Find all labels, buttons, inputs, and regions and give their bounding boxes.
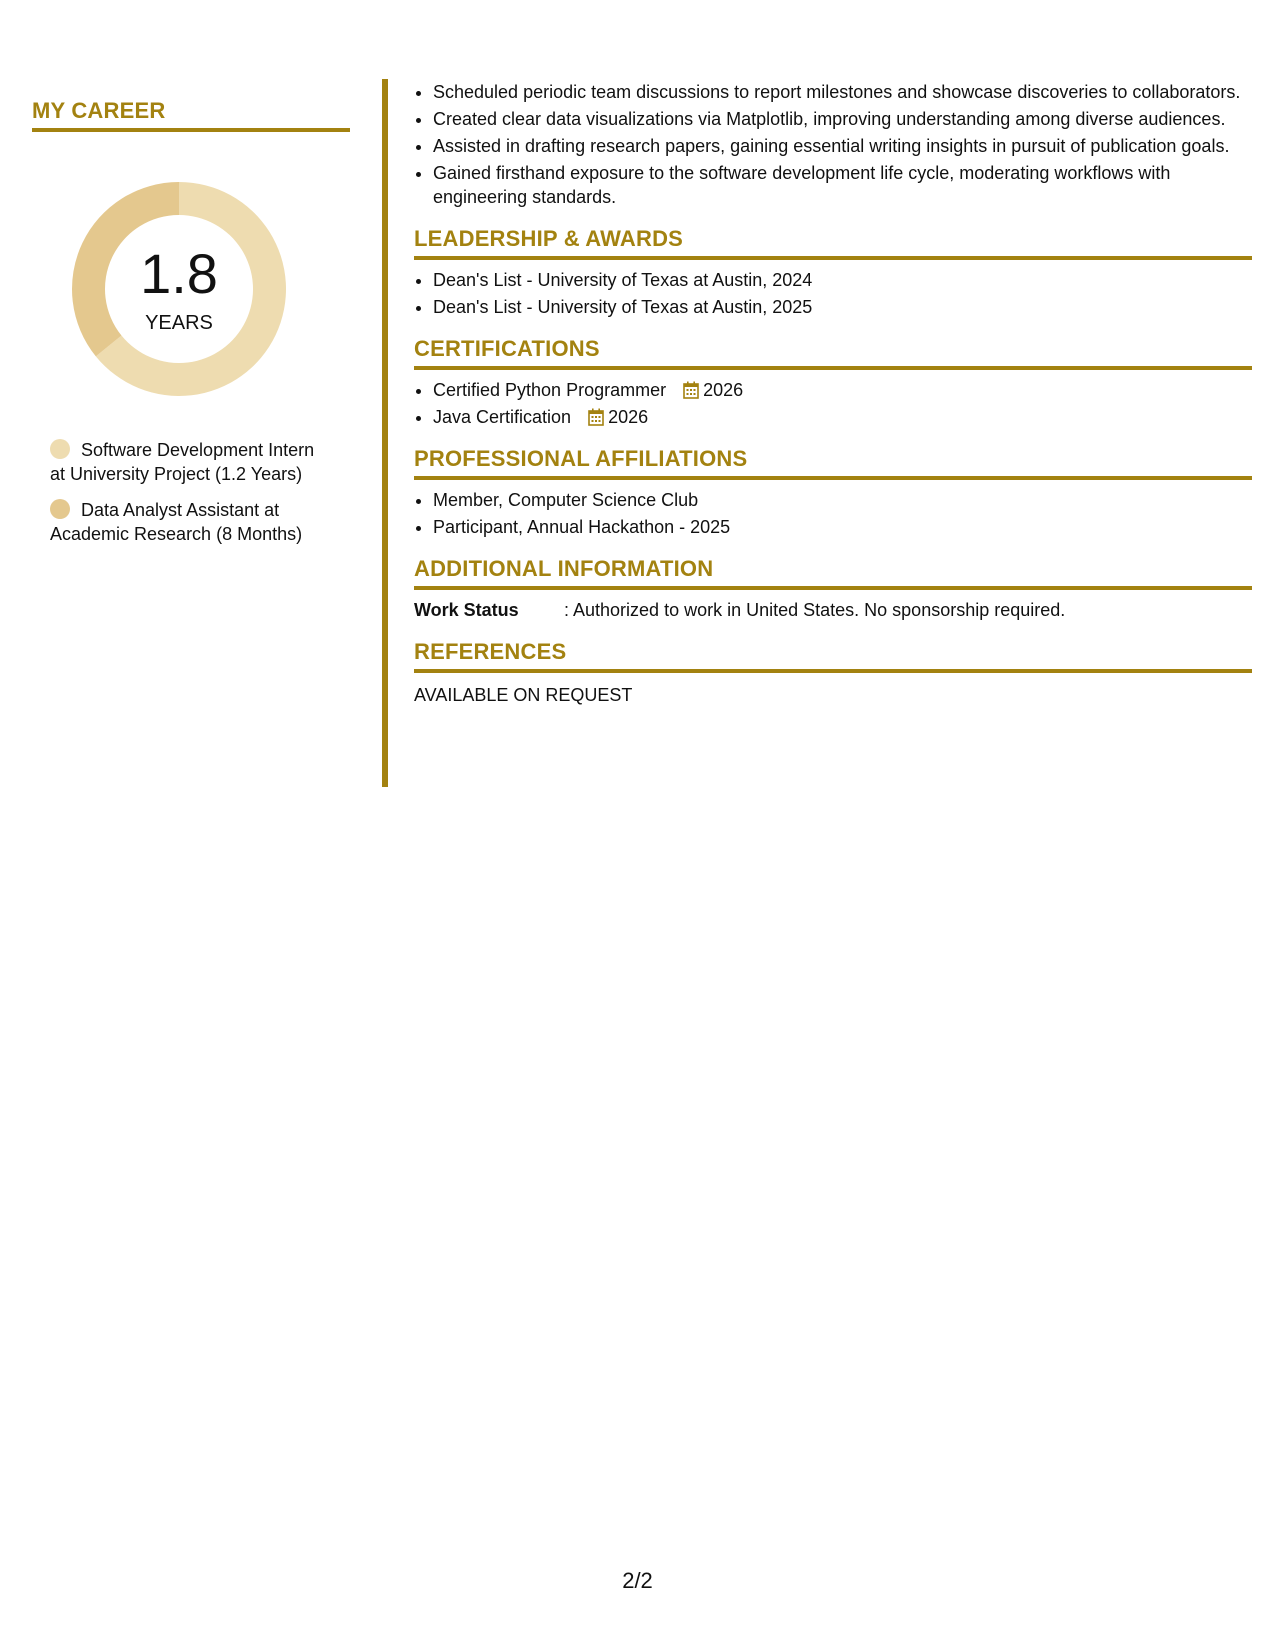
work-status-label: Work Status: [414, 600, 519, 620]
certifications-list: [414, 378, 1252, 429]
leadership-item: • Dean's List - University of Texas at Austin, 2024: [433, 268, 1252, 292]
legend-label: Data Analyst Assistant at Academic Research (8 Months): [50, 500, 303, 544]
certification-item: [433, 378, 1252, 402]
affiliations-title: PROFESSIONAL AFFILIATIONS: [414, 446, 1252, 480]
affiliation-item: • Member, Computer Science Club: [433, 488, 1252, 512]
certification-year: 2026: [703, 380, 744, 400]
leadership-item: • Dean's List - University of Texas at Austin, 2025: [433, 295, 1252, 319]
career-title: MY CAREER: [32, 98, 350, 132]
column-divider: [382, 79, 388, 787]
experience-list: [414, 80, 1252, 209]
calendar-icon: [683, 381, 699, 399]
leadership-title: LEADERSHIP & AWARDS: [414, 226, 1252, 260]
legend-label: Software Development Intern at University Project (1.2 Years): [50, 440, 315, 484]
experience-bullet: • Gained firsthand exposure to the software development life cycle, moderating workflows with engineering standards.: [433, 161, 1252, 209]
experience-bullet: • Created clear data visualizations via Matplotlib, improving understanding among diverse audiences.: [433, 107, 1252, 131]
work-status-value: : Authorized to work in United States. No sponsorship required.: [564, 600, 1066, 620]
career-donut-chart: [66, 176, 292, 402]
legend-item: [50, 438, 330, 486]
experience-bullet: • Scheduled periodic team discussions to report milestones and showcase discoveries to collaborators.: [433, 80, 1252, 104]
certification-name: Certified Python Programmer: [433, 380, 667, 400]
career-sidebar: [32, 98, 350, 558]
career-total-value: 1.8: [140, 242, 218, 305]
references-title: REFERENCES: [414, 639, 1252, 673]
work-status-row: [414, 598, 1252, 622]
certifications-title: CERTIFICATIONS: [414, 336, 1252, 370]
donut-center: [66, 176, 292, 402]
main-content: [414, 80, 1252, 707]
leadership-list: [414, 268, 1252, 319]
calendar-icon: [588, 408, 604, 426]
affiliations-list: [414, 488, 1252, 539]
additional-info-title: ADDITIONAL INFORMATION: [414, 556, 1252, 590]
certification-year: 2026: [608, 407, 649, 427]
career-total-unit: YEARS: [145, 312, 213, 334]
career-legend: [32, 438, 330, 546]
legend-dot: [50, 439, 70, 459]
legend-dot: [50, 499, 70, 519]
certification-item: [433, 405, 1252, 429]
references-text: AVAILABLE ON REQUEST: [414, 685, 633, 705]
experience-bullet: • Assisted in drafting research papers, gaining essential writing insights in pursuit of publication goals.: [433, 134, 1252, 158]
legend-item: [50, 498, 330, 546]
page-number: 2/2: [622, 1568, 653, 1593]
certification-name: Java Certification: [433, 407, 572, 427]
affiliation-item: • Participant, Annual Hackathon - 2025: [433, 515, 1252, 539]
